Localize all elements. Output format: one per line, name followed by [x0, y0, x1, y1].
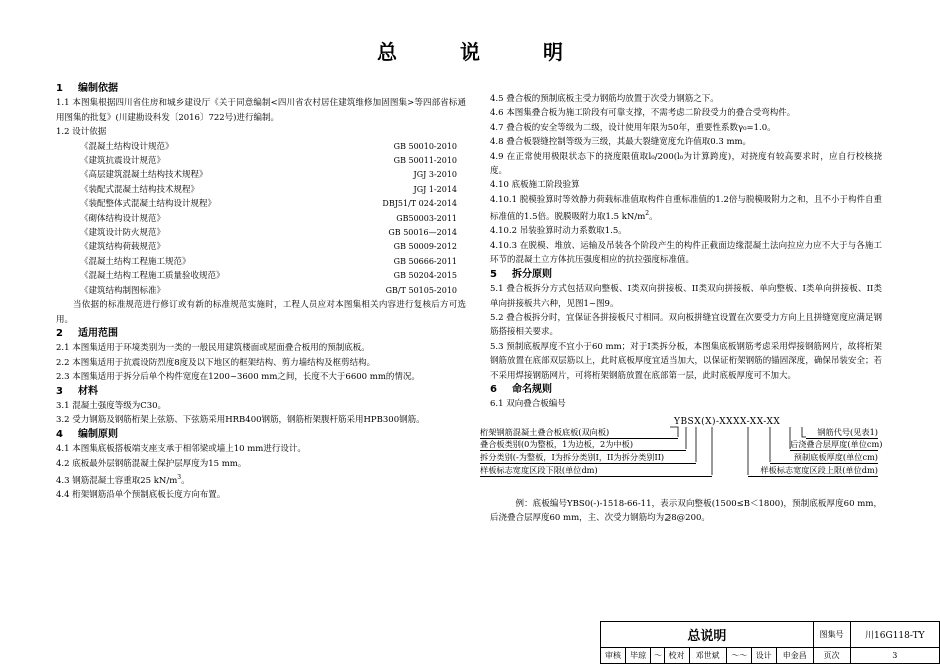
check-signature: ～～ — [726, 648, 751, 664]
standard-row — [56, 226, 457, 240]
standard-row — [56, 255, 457, 269]
standard-name: 《砌体结构设计规范》 — [80, 213, 166, 224]
para-4-8: 4.8 叠合板裂缝控制等级为三级，其最大裂缝宽度允许值取0.3 mm。 — [490, 137, 752, 148]
label-left-2: 叠合板类别(0为整板，1为边板，2为中板) — [480, 439, 686, 451]
page-label: 页次 — [813, 648, 850, 664]
para-1-3: 当依据的标准规范进行修订或有新的标准规范实施时，工程人员应对本图集相关内容进行复核后方可选用。 — [56, 300, 466, 325]
standard-row — [56, 197, 457, 211]
para-4-3: 4.3 钢筋混凝土容重取25 $kN/m^3$。 — [56, 473, 190, 486]
standard-code: GB 50016—2014 — [388, 228, 457, 238]
para-4-10: 4.10 底板施工阶段验算 — [490, 180, 580, 191]
para-4-1: 4.1 本图集底板搭板端支座支承于相邻梁或墙上10 mm进行设计。 — [56, 444, 306, 455]
standard-code: GB 50011-2010 — [393, 156, 457, 166]
para-4-2: 4.2 底板最外层钢筋混凝土保护层厚度为15 mm。 — [56, 458, 247, 469]
drawing-title: 总说明 — [601, 622, 814, 648]
page-title: 总 说 明 — [377, 40, 591, 64]
check-label: 校对 — [664, 648, 689, 664]
atlas-no-label: 图集号 — [813, 622, 850, 648]
standard-name: 《装配式混凝土结构技术规程》 — [80, 184, 200, 195]
standard-code: JGJ 1-2014 — [413, 184, 457, 194]
standard-code: GB 50204-2015 — [393, 271, 457, 281]
standard-name: 《建筑结构制图标准》 — [80, 285, 166, 296]
standard-code: GB/T 50105-2010 — [385, 285, 457, 295]
standard-code: GB 50010-2010 — [393, 141, 457, 151]
standard-row — [56, 240, 457, 254]
standard-name: 《建筑设计防火规范》 — [80, 228, 166, 239]
para-4-9: 4.9 在正常使用极限状态下的挠度限值取l₀/200(l₀为计算跨度)，对挠度有较高要求时，应自行校核挠度。 — [490, 151, 882, 177]
right-column — [480, 92, 883, 526]
standard-code: GB 50009-2012 — [393, 242, 457, 252]
design-label: 设计 — [751, 648, 776, 664]
section-heading-5: 5 拆分原则 — [490, 268, 552, 280]
para-2-2: 2.2 本图集适用于抗震设防烈度8度及以下地区的框架结构、剪力墙结构及框剪结构。 — [56, 357, 376, 368]
para-4-10-2: 4.10.2 吊装验算时动力系数取1.5。 — [490, 226, 627, 237]
standard-name: 《高层建筑混凝土结构技术规程》 — [80, 170, 208, 181]
section-heading-6: 6 命名规则 — [490, 383, 552, 395]
para-3-1: 3.1 混凝土强度等级为C30。 — [56, 400, 167, 411]
para-5-2: 5.2 叠合板拆分时，宜保证各拼接板尺寸相同。双向板拼缝宜设置在次要受力方向上且拼缝宽度应满足钢筋搭接相关要求。 — [490, 312, 882, 338]
para-5-3: 5.3 预制底板厚度不宜小于60 mm；对于I类拆分板，本图集底板钢筋考虑采用焊接钢筋网片，故将桁架钢筋放置在底部双层筋以上，此时底板厚度宜适当加大，以保证桁架钢筋的锚固深度，确保吊装安全；若不采用焊接钢筋网片，可将桁架钢筋放置在底部第一层，此时底板厚度可不加大。 — [490, 341, 882, 381]
para-4-4: 4.4 桁架钢筋沿单个预制底板长度方向布置。 — [56, 490, 226, 501]
standard-name: 《混凝土结构设计规范》 — [80, 141, 174, 152]
para-4-6: 4.6 本图集叠合板为施工阶段有可靠支撑，不需考虑二阶段受力的叠合受弯构件。 — [490, 108, 796, 119]
naming-example: 例：底板编号YBS0(-)-1518-66-11，表示双向整板(1500≤B＜1800)，预制底板厚度60 mm，后浇叠合层厚度60 mm，主、次受力钢筋均为⊉8@200。 — [490, 498, 882, 524]
label-right-1: 钢筋代号(见表1) — [806, 427, 878, 439]
page-no: 3 — [850, 648, 939, 664]
para-5-1: 5.1 叠合板拆分方式包括双向整板、I类双向拼接板、II类双向拼接板、单向整板、I类单向拼接板、II类单向拼接板共六种，见图1~图9。 — [490, 284, 882, 309]
para-4-5: 4.5 叠合板的预制底板主受力钢筋均放置于次受力钢筋之下。 — [490, 94, 719, 104]
para-1-2: 1.2 设计依据 — [56, 127, 107, 138]
section-heading-2: 2 适用范围 — [56, 327, 118, 339]
standard-code: GB 50666-2011 — [393, 256, 457, 266]
para-6-1: 6.1 双向叠合板编号 — [490, 399, 566, 410]
label-left-3: 拆分类别(-为整板，I为拆分类别I，II为拆分类别II) — [480, 452, 696, 464]
section-heading-3: 3 材料 — [56, 385, 98, 397]
standard-name: 《装配整体式混凝土结构设计规程》 — [80, 199, 217, 210]
standard-row — [56, 140, 457, 154]
para-2-1: 2.1 本图集适用于环境类别为一类的一般民用建筑楼面或屋面叠合板用的预制底板。 — [56, 343, 370, 354]
standards-list — [56, 140, 466, 298]
standard-row — [56, 154, 457, 168]
standard-row — [56, 212, 457, 226]
label-right-2: 后浇叠合层厚度(单位cm) — [790, 438, 883, 449]
para-4-10-1: 4.10.1 脱模验算时等效静力荷载标准值取构件自重标准值的1.2倍与脱模吸附力之和，且不小于构件自重标准值的1.5倍。脱膜吸附力取1.5 $kN/m^2$。 — [490, 194, 882, 223]
naming-code: YBSX(X)-XXXX-XX-XX — [674, 416, 781, 427]
para-3-2: 3.2 受力钢筋及钢筋桁架上弦筋、下弦筋采用HRB400钢筋，钢筋桁架腹杆筋采用HPB300钢筋。 — [56, 415, 425, 426]
standard-name: 《混凝土结构工程施工质量验收规范》 — [80, 271, 225, 282]
section-heading-4: 4 编制原则 — [56, 428, 118, 440]
section-heading-1: 1 编制依据 — [56, 83, 118, 94]
para-1-1: 1.1 本图集根据四川省住房和城乡建设厅《关于同意编制<四川省农村居住建筑维修加固图集>等四部省标通用图集的批复》(川建勘设科发〔2016〕722号)进行编制。 — [56, 98, 466, 123]
label-right-3: 预制底板厚度(单位cm) — [770, 452, 878, 464]
standard-row — [56, 168, 457, 182]
label-left-4: 样板标志宽度区段下限(单位dm) — [480, 465, 712, 477]
standard-name: 《建筑结构荷载规范》 — [80, 242, 166, 253]
para-2-3: 2.3 本图集适用于拆分后单个构件宽度在1200~3600 mm之间，长度不大于6600 mm的情况。 — [56, 372, 420, 383]
label-left-1: 桁架钢筋混凝土叠合板底板(双向板) — [480, 427, 678, 439]
standard-row — [56, 269, 457, 283]
standard-name: 《建筑抗震设计规范》 — [80, 156, 166, 167]
standard-code: DBJ51/T 024-2014 — [382, 199, 457, 209]
para-4-7: 4.7 叠合板的安全等级为二级，设计使用年限为50年，重要性系数γ₀=1.0。 — [490, 122, 776, 133]
check-name: 邓世斌 — [689, 648, 726, 664]
left-column — [56, 82, 466, 503]
label-right-4: 样板标志宽度区段上限(单位dm) — [748, 465, 878, 477]
atlas-no: 川16G118-TY — [850, 622, 939, 648]
design-name: 申金昌 — [776, 648, 813, 664]
standard-code: JGJ 3-2010 — [413, 170, 457, 180]
para-4-10-3: 4.10.3 在脱模、堆放、运输及吊装各个阶段产生的构件正截面边缘混凝土法向拉应力应不大于与各施工环节的混凝土立方体抗压强度相应的抗拉强度标准值。 — [490, 240, 882, 266]
standard-row — [56, 183, 457, 197]
review-signature: ～ — [651, 648, 664, 664]
standard-code: GB50003-2011 — [396, 213, 457, 223]
standard-name: 《混凝土结构工程施工规范》 — [80, 256, 191, 267]
standard-row — [56, 284, 457, 298]
title-block — [600, 621, 940, 664]
review-label: 审核 — [601, 648, 626, 664]
review-name: 毕琼 — [626, 648, 651, 664]
naming-diagram — [480, 415, 883, 487]
